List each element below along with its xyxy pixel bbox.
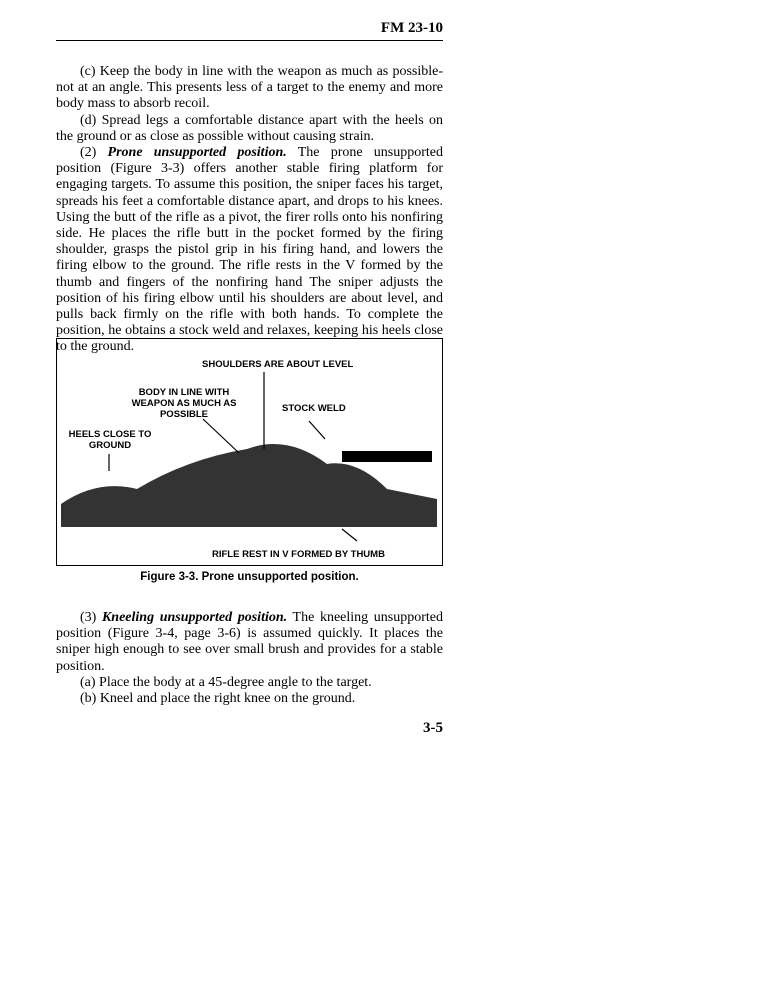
- para-c: (c) Keep the body in line with the weapon as much as possible-not at an angle. This presents less of a target to the enemy and more body mass to absorb recoil.: [56, 64, 443, 112]
- prone-sniper-illustration: [57, 339, 441, 564]
- label-stock-weld: STOCK WELD: [282, 403, 346, 414]
- page-number: 3-5: [423, 720, 443, 736]
- body-text-bottom: [56, 610, 443, 707]
- para-d: (d) Spread legs a comfortable distance apart with the heels on the ground or as close as possible without causing strain.: [56, 112, 443, 144]
- figure-3-3: [56, 338, 443, 566]
- figure-caption: Figure 3-3. Prone unsupported position.: [140, 571, 359, 583]
- running-header: FM 23-10: [380, 20, 443, 36]
- label-rifle-rest: RIFLE REST IN V FORMED BY THUMB: [212, 549, 385, 560]
- label-body-in-line: BODY IN LINE WITH WEAPON AS MUCH AS POSSIBLE: [131, 387, 237, 420]
- para-2: (2) Prone unsupported position. The prone unsupported position (Figure 3-3) offers another stable firing platform for engaging targets. To assume this position, the sniper faces his target, spreads his feet a comfortable distance apart, and drops to his knees. Using the butt of the rifle as a pivot, the firer rolls onto his nonfiring side. He places the rifle butt in the pocket formed by the firing shoulder, grasps the pistol grip in his firing hand, and lowers the firing elbow to the ground. The rifle rests in the V formed by the thumb and fingers of the nonfiring hand The sniper adjusts the position of his firing elbow until his shoulders are about level, and pulls back firmly on the rifle with both hands. To complete the position, he obtains a stock weld and relaxes, keeping his heels close to the ground.: [56, 145, 444, 355]
- rifle-scope: [342, 451, 432, 462]
- para-3: (3) Kneeling unsupported position. The kneeling unsupported position (Figure 3-4, page 3-6) is assumed quickly. It places the sniper high enough to see over small brush and provides for a stable position.: [56, 610, 443, 674]
- header-rule: [56, 40, 443, 41]
- label-heels: HEELS CLOSE TO GROUND: [68, 429, 152, 451]
- para-b: (b) Kneel and place the right knee on the ground.: [80, 691, 356, 707]
- body-text-top: [56, 64, 443, 356]
- label-shoulders: SHOULDERS ARE ABOUT LEVEL: [202, 359, 354, 370]
- para-a: (a) Place the body at a 45-degree angle to the target.: [80, 674, 372, 690]
- para-2-title: Prone unsupported position.: [107, 145, 287, 161]
- para-3-title: Kneeling unsupported position.: [101, 610, 288, 625]
